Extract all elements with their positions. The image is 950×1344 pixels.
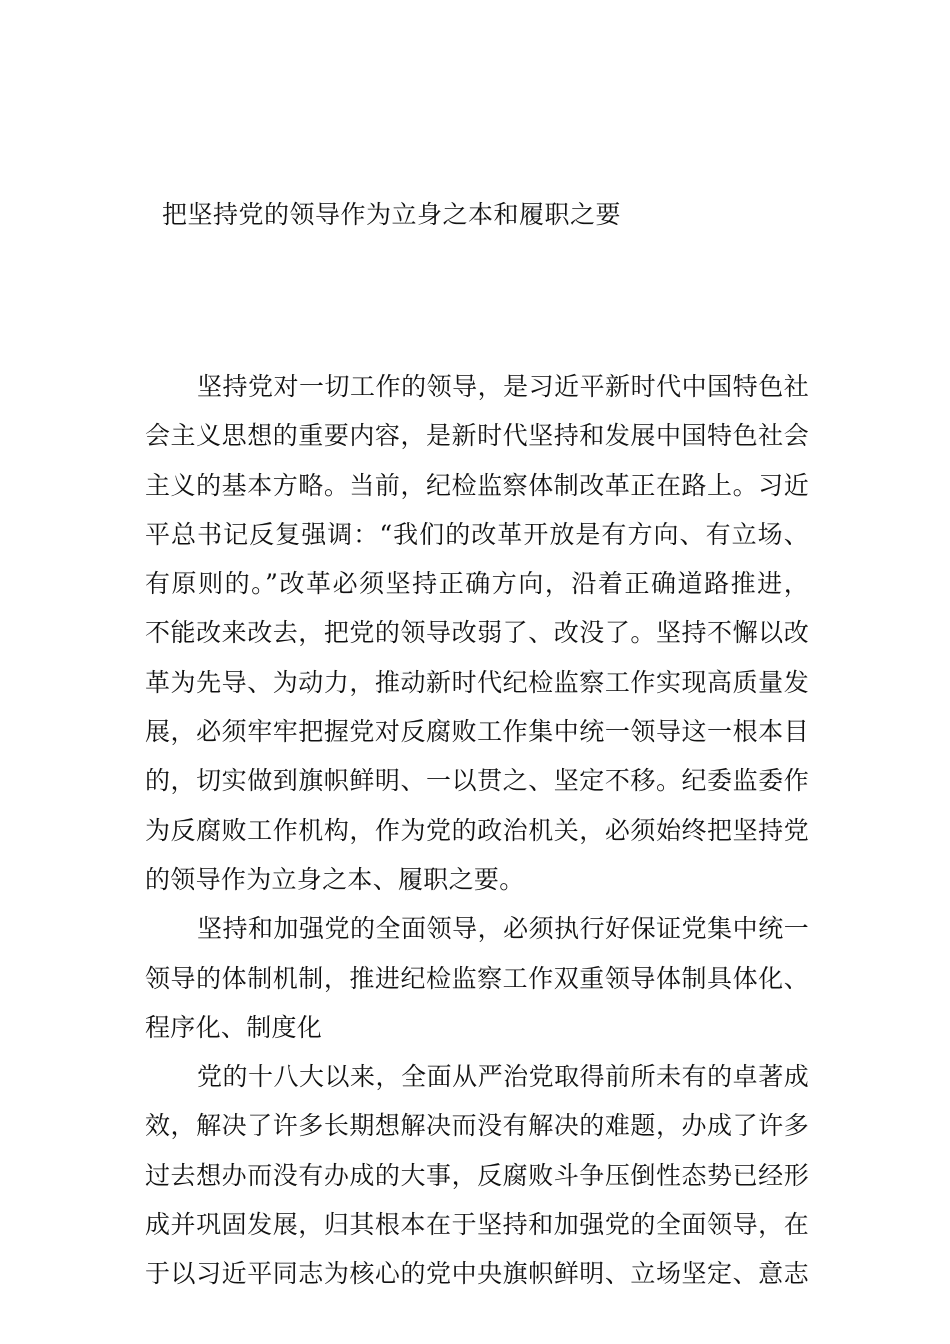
paragraph-3-line-1: 党的十八大以来，全面从严治党取得前所未有的卓著成 — [197, 1062, 809, 1092]
paragraph-1-line-9: 的，切实做到旗帜鲜明、一以贯之、坚定不移。纪委监委作 — [145, 766, 809, 796]
paragraph-1-line-7: 革为先导、为动力，推动新时代纪检监察工作实现高质量发 — [145, 667, 809, 697]
paragraph-3-line-3: 过去想办而没有办成的大事，反腐败斗争压倒性态势已经形 — [145, 1160, 809, 1190]
document-body — [145, 362, 809, 1299]
paragraph-1-line-11: 的领导作为立身之本、履职之要。 — [145, 864, 525, 894]
paragraph-2-line-2: 领导的体制机制，推进纪检监察工作双重领导体制具体化、 — [145, 963, 809, 993]
paragraph-2-line-3: 程序化、制度化 — [145, 1012, 323, 1042]
paragraph-1-line-1: 坚持党对一切工作的领导，是习近平新时代中国特色社 — [197, 372, 809, 401]
paragraph-1-line-6: 不能改来改去，把党的领导改弱了、改没了。坚持不懈以改 — [145, 618, 809, 648]
document-title: 把坚持党的领导作为立身之本和履职之要 — [162, 200, 622, 229]
paragraph-1-line-4: 平总书记反复强调：“我们的改革开放是有方向、有立场、 — [145, 519, 809, 549]
paragraph-3-line-2: 效，解决了许多长期想解决而没有解决的难题，办成了许多 — [145, 1111, 809, 1141]
paragraph-2-line-1: 坚持和加强党的全面领导，必须执行好保证党集中统一 — [197, 914, 809, 944]
paragraph-3-line-5: 于以习近平同志为核心的党中央旗帜鲜明、立场坚定、意志 — [145, 1259, 809, 1289]
paragraph-1-line-5: 有原则的。”改革必须坚持正确方向，沿着正确道路推进， — [145, 569, 809, 599]
paragraph-1-line-2: 会主义思想的重要内容，是新时代坚持和发展中国特色社会 — [145, 421, 809, 451]
paragraph-1-line-3: 主义的基本方略。当前，纪检监察体制改革正在路上。习近 — [145, 470, 809, 500]
paragraph-1-line-8: 展，必须牢牢把握党对反腐败工作集中统一领导这一根本目 — [145, 717, 809, 747]
paragraph-3-line-4: 成并巩固发展，归其根本在于坚持和加强党的全面领导，在 — [145, 1210, 809, 1240]
paragraph-1-line-10: 为反腐败工作机构，作为党的政治机关，必须始终把坚持党 — [145, 815, 809, 845]
